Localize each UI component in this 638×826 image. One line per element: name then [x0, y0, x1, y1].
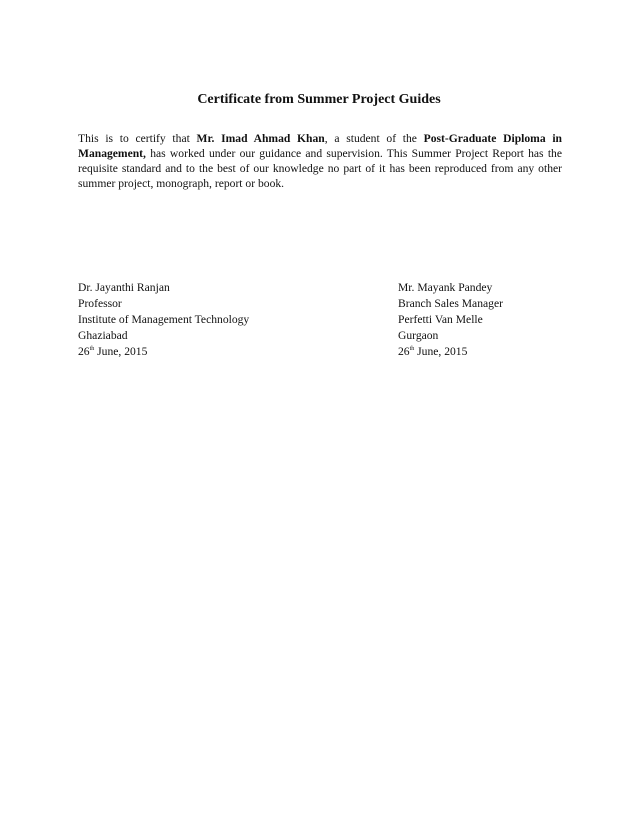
- guide-city: Gurgaon: [398, 329, 439, 342]
- guide-signature-block-1: [78, 280, 249, 360]
- guide-name: Dr. Jayanthi Ranjan: [78, 281, 170, 294]
- date-rest: June, 2015: [94, 345, 148, 358]
- guide-organization: Perfetti Van Melle: [398, 313, 483, 326]
- guide-date: [78, 344, 249, 360]
- guide-signature-block-2: [398, 280, 503, 360]
- student-name: Mr. Imad Ahmad Khan: [196, 132, 325, 145]
- guide-date: [398, 344, 503, 360]
- body-text-part3: has worked under our guidance and supervision. This Summer Project Report has the requisite standard and to the best of our knowledge no part of it has been reproduced from any other summer project, monograph, report or book.: [78, 147, 562, 190]
- body-text-part1: This is to certify that: [78, 132, 197, 145]
- certificate-body: [78, 131, 562, 191]
- guide-designation: Branch Sales Manager: [398, 297, 503, 310]
- date-suffix: th: [89, 346, 95, 353]
- date-suffix: th: [409, 346, 415, 353]
- guide-designation: Professor: [78, 297, 122, 310]
- date-rest: June, 2015: [414, 345, 468, 358]
- date-day: 26: [78, 345, 90, 358]
- page-title: Certificate from Summer Project Guides: [197, 92, 441, 107]
- body-text-part2: , a student of the: [324, 132, 424, 145]
- date-day: 26: [398, 345, 410, 358]
- guide-name: Mr. Mayank Pandey: [398, 281, 493, 294]
- program-name: Post-Graduate Diploma in Management,: [78, 132, 562, 160]
- guide-city: Ghaziabad: [78, 329, 128, 342]
- guide-organization: Institute of Management Technology: [78, 313, 250, 326]
